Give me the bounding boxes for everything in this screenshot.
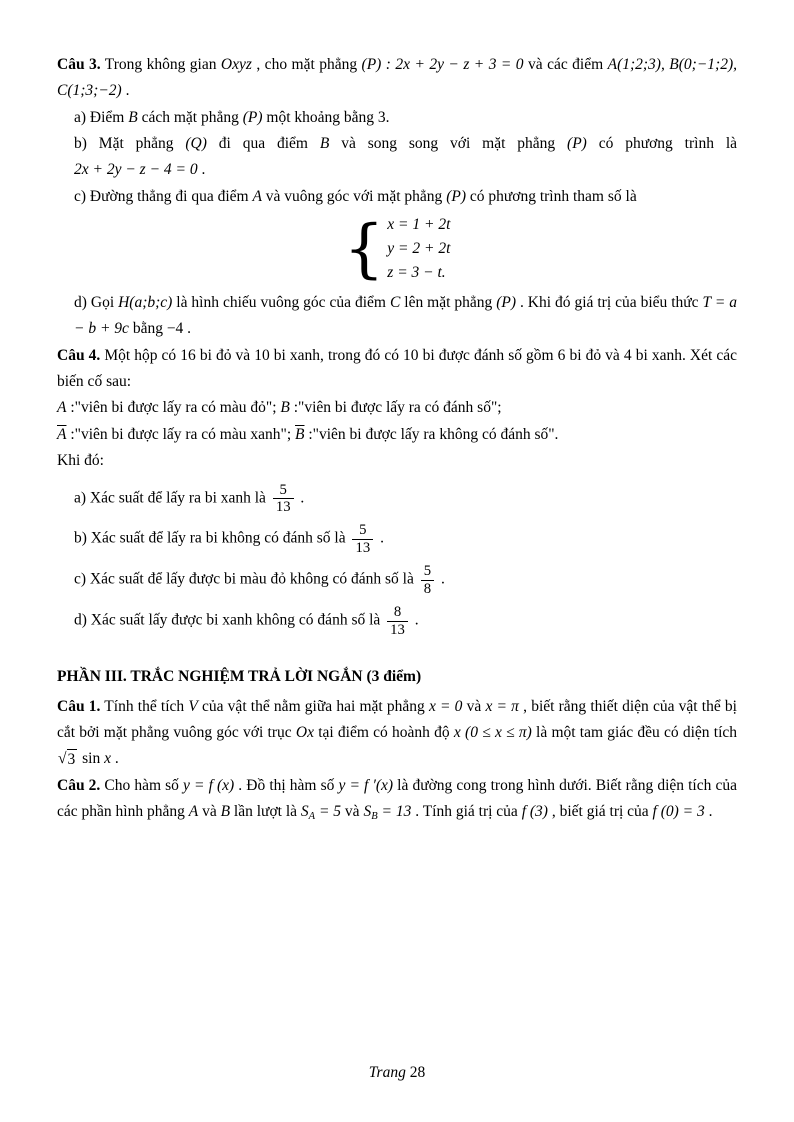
text-run: và song song với mặt phẳng <box>329 135 568 153</box>
text-run: Trang <box>368 1064 406 1082</box>
text-run: (P) : 2x + 2y − z + 3 = 0 <box>361 56 524 73</box>
text-run: :"viên bi được lấy ra có màu đỏ"; <box>66 399 281 417</box>
text-run: = 13 <box>377 803 412 821</box>
question-3-option-d <box>74 290 737 343</box>
text-run: A <box>57 399 67 417</box>
text-run: Khi đó: <box>57 452 104 470</box>
fraction <box>273 482 294 516</box>
text-run: lên mặt phẳng <box>400 294 497 312</box>
text-run: :"viên bi được lấy ra có màu xanh"; <box>66 425 296 443</box>
text-run: Ox <box>295 724 314 742</box>
text-run: x = 0 <box>428 697 463 715</box>
text-run: b) Mặt phẳng <box>74 135 186 153</box>
text-run: B <box>280 399 290 417</box>
text-run: B <box>220 803 231 821</box>
text-run: B <box>128 108 138 126</box>
question-4-option-a <box>74 482 737 516</box>
page-footer <box>0 1062 794 1084</box>
fraction-numerator: 5 <box>279 481 287 498</box>
text-run: cách mặt phẳng <box>137 108 243 126</box>
text-run: bằng −4 . <box>128 320 192 338</box>
text-run: . Tính giá trị của <box>411 803 522 821</box>
text-run: Một hộp có 16 bi đỏ và 10 bi xanh, trong đó có 10 bi được đánh số gồm 6 bi đỏ và 4 bi xanh. Xét các biến cố sau: <box>57 346 737 391</box>
text-run: . <box>410 611 419 629</box>
fraction-numerator: 8 <box>393 604 402 621</box>
text-run: Câu 2. <box>57 776 101 794</box>
text-run: A <box>188 803 199 821</box>
text-run: . Đồ thị hàm số <box>234 776 339 794</box>
question-3-option-a <box>74 105 737 131</box>
part-3-heading: PHẦN III. TRẮC NGHIỆM TRẢ LỜI NGẮN (3 điểm) <box>57 668 422 686</box>
text-run: 2x + 2y − z − 4 = 0 <box>74 161 198 179</box>
text-run: y = 2 + 2t <box>387 240 451 258</box>
text-run: T = a − b + 9c <box>74 294 737 338</box>
text-run: Trong không gian <box>100 56 221 73</box>
text-run: có phương trình tham số là <box>465 187 637 205</box>
text-run: z = 3 − t. <box>387 264 446 282</box>
text-run: . <box>376 530 384 548</box>
text-run: c) Đường thẳng đi qua điểm <box>74 187 253 205</box>
text-run: f (3) <box>521 803 548 821</box>
text-run: B <box>371 811 378 823</box>
text-run: Câu 4. <box>57 346 101 364</box>
question-4-option-b <box>74 522 737 556</box>
text-run: và <box>198 803 221 821</box>
system-line-y <box>387 237 450 261</box>
fraction-denominator: 13 <box>387 621 408 638</box>
text-run: $\overline{A}$ <box>57 425 67 443</box>
text-run: sin <box>78 750 105 768</box>
text-run: B <box>319 135 330 153</box>
question-4-khi-do <box>57 448 737 474</box>
system-lines <box>387 213 450 285</box>
text-run: Tính thể tích <box>100 697 189 715</box>
text-run: và <box>462 697 486 715</box>
part3-question-2 <box>57 773 737 826</box>
radicand: 3 <box>67 751 76 769</box>
text-run: :"viên bi được lấy ra không có đánh số". <box>304 425 559 443</box>
text-run: S <box>363 803 372 821</box>
text-run: lần lượt là <box>230 803 301 821</box>
text-run: Câu 3. <box>57 56 101 73</box>
text-run: là đường cong trong hình dưới. Biết rằng diện tích của các phần hình phẳng <box>57 776 737 821</box>
question-3-statement <box>57 52 737 105</box>
text-run: :"viên bi được lấy ra có đánh số"; <box>289 399 502 417</box>
text-run: Cho hàm số <box>100 776 184 794</box>
text-run: . <box>437 571 445 588</box>
question-4-events-line-2 <box>57 422 737 448</box>
question-4-option-c <box>74 563 737 597</box>
text-run: có phương trình là <box>586 135 738 153</box>
text-run: . Khi đó giá trị của biểu thức <box>516 294 703 312</box>
text-run: . <box>296 489 305 507</box>
fraction-numerator: 5 <box>359 522 367 539</box>
text-run: (P) <box>446 187 466 205</box>
text-run: x = π <box>485 697 519 715</box>
system-line-z <box>387 261 450 285</box>
fraction <box>387 604 408 638</box>
text-run: . <box>111 750 119 768</box>
question-4-block <box>57 343 737 639</box>
question-3-block <box>57 52 737 343</box>
text-run: b) Xác suất để lấy ra bi không có đánh số là <box>74 530 350 548</box>
text-run: , biết rằng thiết diện của vật thể bị cắt bởi mặt phẳng vuông góc với trục <box>57 697 737 742</box>
text-run: và vuông góc với mặt phẳng <box>261 187 447 205</box>
system-line-x <box>387 213 450 237</box>
text-run: và <box>341 803 364 821</box>
part-3-block <box>57 694 737 826</box>
text-run: a) Điểm <box>74 108 129 126</box>
text-run: . <box>704 803 713 821</box>
text-run: S <box>300 803 309 821</box>
text-run: y = f (x) <box>183 776 235 794</box>
text-run: (0 ≤ x ≤ π) <box>460 724 532 742</box>
text-run: một khoảng bằng 3. <box>262 108 390 126</box>
text-run: . <box>121 82 130 100</box>
fraction <box>352 522 373 556</box>
text-run: x = 1 + 2t <box>387 216 451 234</box>
text-run: y = f ′(x) <box>338 776 394 794</box>
text-run: x <box>104 750 111 768</box>
radical-sign: √ <box>58 750 67 768</box>
text-run: 28 <box>405 1064 426 1082</box>
system-brace: { <box>343 211 385 286</box>
text-run: c) Xác suất để lấy được bi màu đỏ không có đánh số là <box>74 571 418 588</box>
text-run: là một tam giác đều có diện tích <box>531 724 738 742</box>
text-run: (P) <box>242 108 263 126</box>
text-run: A <box>308 811 316 823</box>
text-run: Câu 1. <box>57 697 101 715</box>
parametric-equation-system <box>57 213 737 285</box>
text-run: và các điểm <box>523 56 608 73</box>
text-run: Oxyz <box>220 56 252 73</box>
text-run: là hình chiếu vuông góc của điểm <box>172 294 390 312</box>
fraction-numerator: 5 <box>423 563 432 580</box>
text-run: A(1;2;3), B(0;−1;2), C(1;3;−2) <box>57 56 737 100</box>
text-run: d) Xác suất lấy được bi xanh không có đánh số là <box>74 611 385 629</box>
question-3-option-c <box>74 184 737 210</box>
text-run: x <box>453 724 461 742</box>
text-run: A <box>252 187 262 205</box>
text-run: = 5 <box>315 803 342 821</box>
text-run: f (0) = 3 <box>652 803 705 821</box>
fraction-denominator: 13 <box>352 539 373 556</box>
question-4-events-line-1 <box>57 395 737 421</box>
question-3-option-b-equation <box>74 157 737 183</box>
fraction-denominator: 8 <box>421 580 434 597</box>
text-run: C <box>389 294 401 312</box>
text-run: (P) <box>496 294 516 312</box>
text-run: (P) <box>567 135 587 153</box>
text-run: d) Gọi <box>74 294 119 312</box>
text-run: V <box>188 697 198 715</box>
text-run: tại điểm có hoành độ <box>313 724 454 742</box>
square-root <box>58 749 77 769</box>
fraction <box>421 563 434 597</box>
text-run: , cho mặt phẳng <box>251 56 362 73</box>
question-4-option-d <box>74 604 737 638</box>
question-3-option-b <box>74 131 737 157</box>
text-run: $\overline{B}$ <box>295 425 305 443</box>
text-run: của vật thể nằm giữa hai mặt phẳng <box>197 697 429 715</box>
text-run: H(a;b;c) <box>118 294 173 312</box>
fraction-denominator: 13 <box>273 498 294 515</box>
text-run: a) Xác suất để lấy ra bi xanh là <box>74 489 270 507</box>
text-run: đi qua điểm <box>206 135 320 153</box>
text-run: , biết giá trị của <box>547 803 653 821</box>
part3-question-1 <box>57 694 737 773</box>
text-run: . <box>197 161 206 179</box>
question-4-statement <box>57 343 737 396</box>
text-run: (Q) <box>185 135 207 153</box>
